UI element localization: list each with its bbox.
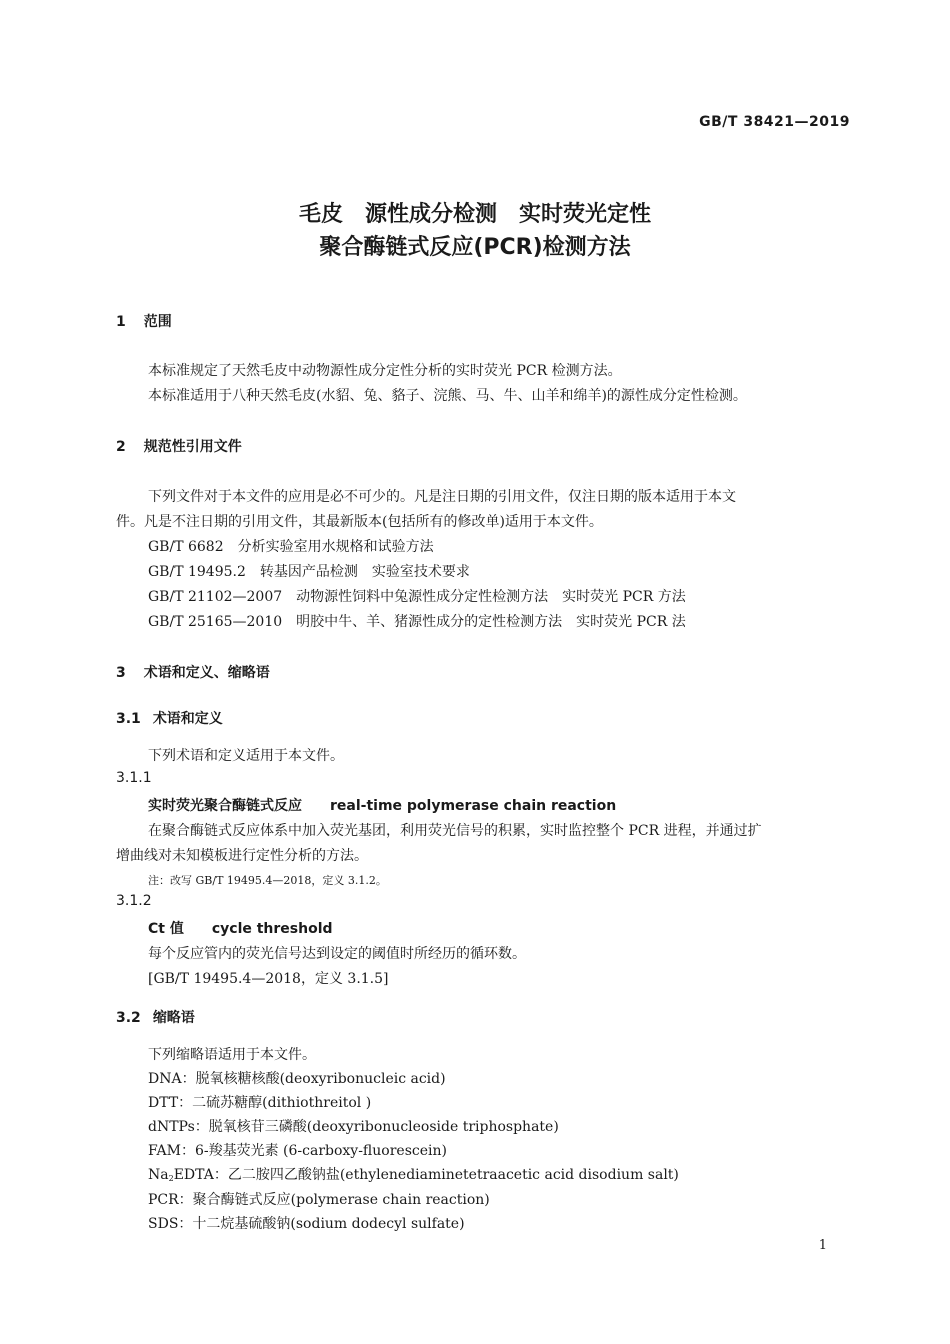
section-number: 3.2 (116, 1010, 141, 1026)
section-title: 规范性引用文件 (143, 439, 242, 455)
section-number: 3 (116, 665, 126, 681)
abbreviation-item: DNA：脱氧核糖核酸(deoxyribonucleic acid) (148, 1071, 446, 1087)
section-3-heading (116, 662, 270, 682)
section-1-paragraph-1: 本标准规定了天然毛皮中动物源性成分定性分析的实时荧光 PCR 检测方法。 (148, 363, 622, 379)
section-title: 缩略语 (152, 1010, 195, 1026)
abbreviation-item: dNTPs：脱氧核苷三磷酸(deoxyribonucleoside triphosphate) (148, 1119, 559, 1135)
section-title: 术语和定义、缩略语 (143, 665, 270, 681)
subsection-3-2-heading (116, 1007, 195, 1027)
section-title: 术语和定义 (152, 711, 223, 727)
abbreviation-rest: EDTA：乙二胺四乙酸钠盐(ethylenediaminetetraacetic acid disodium salt) (173, 1167, 679, 1183)
section-title: 范围 (143, 314, 172, 330)
section-number: 3.1 (116, 711, 141, 727)
section-2-heading (116, 436, 242, 456)
section-number: 1 (116, 314, 126, 330)
term-number: 3.1.1 (116, 770, 152, 786)
term-note: 注：改写 GB/T 19495.4—2018，定义 3.1.2。 (148, 874, 387, 887)
abbreviation-item (148, 1164, 679, 1184)
abbreviation-item: DTT：二硫苏糖醇(dithiothreitol ) (148, 1095, 372, 1111)
term-name: 实时荧光聚合酶链式反应 real-time polymerase chain reaction (148, 798, 617, 814)
abbreviation-item: PCR：聚合酶链式反应(polymerase chain reaction) (148, 1192, 490, 1208)
abbreviation-item: FAM：6-羧基荧光素 (6-carboxy-fluorescein) (148, 1143, 447, 1159)
term-name: Ct 值 cycle threshold (148, 921, 333, 937)
section-1-paragraph-2: 本标准适用于八种天然毛皮(水貂、兔、貉子、浣熊、马、牛、山羊和绵羊)的源性成分定性检测。 (148, 388, 747, 404)
term-number: 3.1.2 (116, 893, 152, 909)
subsection-3-1-heading (116, 708, 223, 728)
section-2-paragraph-line2: 件。凡是不注日期的引用文件，其最新版本(包括所有的修改单)适用于本文件。 (116, 514, 603, 530)
term-definition-line2: 增曲线对未知模板进行定性分析的方法。 (116, 848, 368, 864)
abbreviation-subscript: 2 (168, 1174, 174, 1183)
section-number: 2 (116, 439, 126, 455)
term-source: [GB/T 19495.4—2018，定义 3.1.5] (148, 971, 389, 987)
page-number: 1 (818, 1238, 827, 1253)
reference-item: GB/T 19495.2 转基因产品检测 实验室技术要求 (148, 564, 470, 580)
reference-item: GB/T 6682 分析实验室用水规格和试验方法 (148, 539, 434, 555)
abbreviation-prefix: Na (148, 1167, 169, 1183)
abbreviation-item: SDS：十二烷基硫酸钠(sodium dodecyl sulfate) (148, 1216, 465, 1232)
subsection-3-1-intro: 下列术语和定义适用于本文件。 (148, 748, 344, 764)
document-title-line2: 聚合酶链式反应(PCR)检测方法 (319, 235, 631, 260)
subsection-3-2-intro: 下列缩略语适用于本文件。 (148, 1047, 316, 1063)
document-title-line1: 毛皮 源性成分检测 实时荧光定性 (298, 202, 651, 227)
term-definition: 每个反应管内的荧光信号达到设定的阈值时所经历的循环数。 (148, 946, 526, 962)
section-1-heading (116, 311, 172, 331)
standard-number: GB/T 38421—2019 (699, 114, 850, 130)
reference-item: GB/T 21102—2007 动物源性饲料中兔源性成分定性检测方法 实时荧光 PCR 方法 (148, 589, 686, 605)
reference-item: GB/T 25165—2010 明胶中牛、羊、猪源性成分的定性检测方法 实时荧光 PCR 法 (148, 614, 686, 630)
section-2-paragraph-line1: 下列文件对于本文件的应用是必不可少的。凡是注日期的引用文件，仅注日期的版本适用于本文 (148, 489, 736, 505)
term-definition-line1: 在聚合酶链式反应体系中加入荧光基团，利用荧光信号的积累，实时监控整个 PCR 进程，并通过扩 (148, 823, 762, 839)
